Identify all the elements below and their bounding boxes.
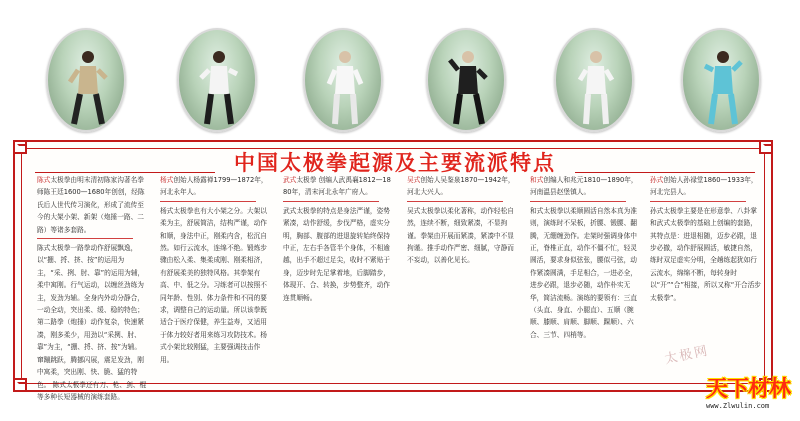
column-divider	[530, 201, 626, 202]
page-title: 中国太极拳起源及主要流派特点	[234, 151, 556, 175]
watermark-text: 太极网	[663, 343, 711, 368]
column-chen	[37, 174, 147, 401]
taichi-figure-icon	[578, 48, 614, 128]
column-body: 吴式太极拳以柔化著称，动作轻松自然，连续不断，细致紧凑，不显拘谨。拳架由开展而紧凑，紧凑中不显拘谨。推手动作严密、细腻，守静而不妄动，以善化见长。	[407, 206, 514, 265]
portrait-yang	[177, 28, 257, 132]
column-intro: 创始人孙禄堂1860—1933年，河北完县人。	[650, 176, 758, 197]
column-intro: 创始人杨露禅1799—1872年，河北永年人。	[160, 176, 268, 197]
title-rule-right	[575, 172, 755, 173]
column-body: 孙式太极拳主要是在形意拳、八卦掌和武式太极拳的基础上创编的套路，其特点是：进退相随，迈步必跟，退步必撤，动作舒展圆活，敏捷自然，练时双足虚实分明，全趟练起犹如行云流水，绵绵不断，每转身时以“开”“合”相接，所以又称“开合活步太极拳”。	[650, 206, 761, 302]
portrait-chen	[46, 28, 126, 132]
column-he	[530, 174, 640, 384]
column-yang	[160, 174, 270, 384]
logo-url: www.Zlwulin.com	[706, 402, 770, 410]
portrait-he	[554, 28, 634, 132]
column-head: 孙式	[650, 176, 664, 184]
column-body: 武式太极拳的特点是身法严谨，姿势紧凑，动作舒缓，步伐严格，虚实分明，胸部、腹部的进退旋转始终保持中正，左右手各管半个身体，不相逾越，出手不超过足尖，收时不紧贴于身，迈步时先足掌着地，后脚踏步，体现开、合、转换，步势整齐，动作连贯顺畅。	[283, 206, 390, 302]
portrait-row	[0, 0, 800, 138]
column-wu2	[407, 174, 517, 384]
column-wu	[283, 174, 393, 384]
column-head: 吴式	[407, 176, 421, 184]
column-body: 杨式太极拳也有大小架之分。大架以柔为主，舒展简洁，结构严谨，动作和顺，身法中正，刚柔内含，松沉自然。如行云流水，连绵不绝。锻炼步骤由松入柔、集柔成刚、刚柔相济，有舒展柔美的独特风格。其拳架有高、中、低之分。习练者可以按照不同年龄、性别、体力条件和不同的要求，调整自己的运动量。所以该拳既适合于医疗保健，养生益寿，又适用于体力较好者用来练习攻防技术。杨式小架比较刚猛，主要强调技击作用。	[160, 206, 267, 364]
taichi-figure-icon	[705, 48, 741, 128]
taichi-figure-icon	[327, 48, 363, 128]
logo-text: 天下材林	[706, 376, 791, 402]
portrait-wu2	[426, 28, 506, 132]
site-logo[interactable]	[702, 370, 800, 421]
corner-fret-icon	[13, 378, 27, 392]
column-body: 陈式太极拳一路拳动作舒展飘逸，以“掤、捋、挤、按”的运用为主，“采、挒、肘、靠”的运用为辅，柔中寓刚。行气运动，以缠丝劲练为主，发劲为辅。全身内外动分静合，一动全动，突出柔、缓、稳的特色；第二路拳（炮捶）动作复杂，快速紧凑，刚多柔少，用劲以“采挒、肘、靠”为主，“掤、捋、挤、按”为辅。窜蹦跳跃，腾挪闪展，震足发劲，刚中寓柔，突出刚、快、脆、猛的特色。	[37, 244, 145, 389]
column-divider	[37, 238, 133, 239]
taichi-figure-icon	[70, 48, 106, 128]
column-intro: 创始人吴鉴泉1870—1942年，河北大兴人。	[407, 176, 515, 197]
column-head: 和式	[530, 176, 544, 184]
column-head: 武式	[283, 176, 297, 184]
column-intro: 太极拳由明末清初陈家沟著名拳师陈王廷1600—1680年创创，经陈氏后人世代传习演化，形成了流传至今的大架小架、新架（炮捶一路、二路）等诸多套路。	[37, 176, 145, 234]
column-intro: 太极拳 创编人武禹襄1812—1880年，清末河北永年广府人。	[283, 176, 391, 197]
column-intro: 创编人和兆元1810—1890年，河南温县赵堡镇人。	[530, 176, 638, 197]
column-head: 陈式	[37, 176, 51, 184]
column-body: 和式太极拳以柔顺圆活自然本真为准则，演练时不呆板，折腰、锻腰、翻腾，无绷缠劲作。走架时强调身体中正，脊椎正直，动作不僵不忙，轻灵圆活，要求身似弦张，腰似弓弦，动作紧凑圆满，手足相合，一进必全，进步必跟，退步必随，动作朴实无华，简洁流畅。演练的要领有：三直（头直、身直、小腿直）、五顺（腕顺、膝顺、肩顺、脚顺、踝顺）、六合、三节、四梢等。	[530, 206, 637, 339]
column-divider	[283, 201, 379, 202]
taichi-figure-icon	[450, 48, 486, 128]
portrait-wu	[303, 28, 383, 132]
column-head: 杨式	[160, 176, 174, 184]
title-rule-left	[35, 172, 215, 173]
column-divider	[407, 201, 503, 202]
column-divider	[160, 201, 256, 202]
portrait-sun	[681, 28, 761, 132]
column-tail: 陈式太极拳还有刀、枪、剑、棍等多种长短器械的演练套路。	[37, 380, 147, 401]
taichi-figure-icon	[201, 48, 237, 128]
column-divider	[650, 201, 746, 202]
